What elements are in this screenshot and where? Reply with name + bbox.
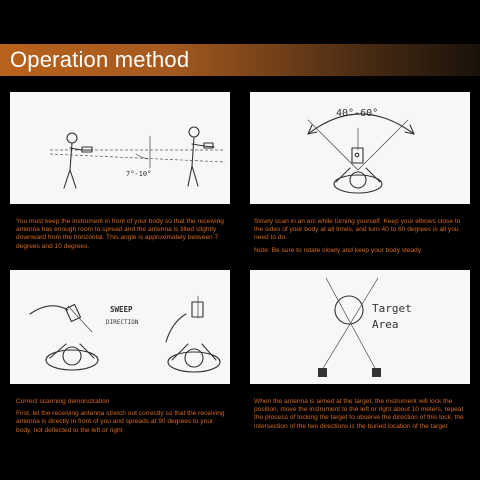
note-text: Note: Be sure to rotate slowly and keep your body steady bbox=[254, 246, 422, 254]
locator-marker-left bbox=[318, 368, 327, 377]
target-label-line1: Target bbox=[372, 302, 412, 315]
caption-panel-3: Correct scanning demonstration First, let the receiving antenna stretch out correctly so that the receiving antenna is directly in front of you and spreads at 90 degrees to your body, not deflected to the left or right bbox=[16, 398, 230, 435]
illustration-antenna-angle bbox=[10, 92, 230, 204]
caption-title: Correct scanning demonstration bbox=[16, 398, 110, 405]
target-label-line2: Area bbox=[372, 318, 399, 331]
caption-panel-1: You must keep the instrument in front of your body so that the receiving antenna has enough room to spread and the antenna is tilted slightly downward from the horizontal. This angle is approximately between 7 degrees and 10 degrees. bbox=[16, 218, 224, 250]
panel-antenna-angle bbox=[10, 92, 230, 204]
illustration-sweep-demo bbox=[10, 270, 230, 384]
illustration-scan-arc bbox=[250, 92, 470, 204]
sweep-label-line1: SWEEP bbox=[110, 305, 133, 314]
panel-scan-arc bbox=[250, 92, 470, 204]
caption-panel-4: When the antenna is aimed at the target, the instrument will lock the position, move the instrument to the left or right about 10 meters, repeat the process of locking the target to observe the direction of this lock, the intersection of the two directions is the buried location of the target bbox=[254, 398, 464, 430]
caption-panel-2: Slowly scan in an arc while turning yourself. Keep your elbows close to the sides of your body at all times, and turn 40 to 60 degrees is all you need to do. Note: Be sure to rotate slowly and keep your body steady bbox=[254, 218, 468, 255]
panel-target-area bbox=[250, 270, 470, 384]
title-banner bbox=[0, 44, 480, 76]
angle-label-2: 40°-60° bbox=[336, 108, 379, 119]
panel-sweep-demo bbox=[10, 270, 230, 384]
angle-label-1: 7°-10° bbox=[126, 170, 152, 178]
illustration-target-area bbox=[250, 270, 470, 384]
sweep-label-line2: DIRECTION bbox=[106, 319, 139, 326]
locator-marker-right bbox=[372, 368, 381, 377]
page-title: Operation method bbox=[10, 47, 190, 72]
